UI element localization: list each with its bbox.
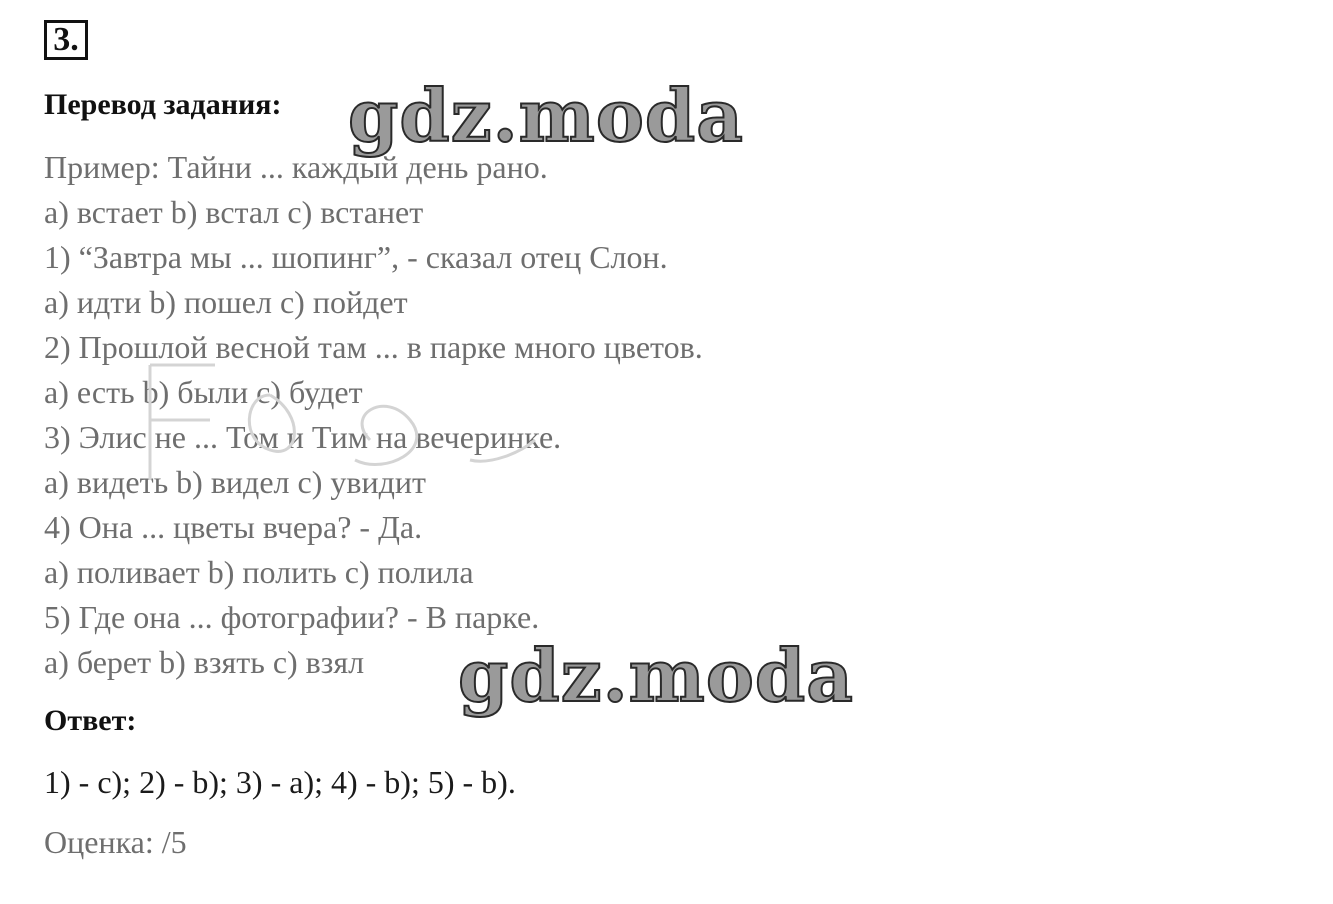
answer-text: 1) - c); 2) - b); 3) - a); 4) - b); 5) - b). — [44, 764, 516, 800]
options-5: a) берет b) взять c) взял — [44, 644, 365, 680]
question-3: 3) Элис не ... Том и Тим на вечеринке. — [44, 419, 562, 455]
task-number: 3. — [44, 20, 88, 60]
answer-heading: Ответ: — [44, 704, 137, 737]
example-sentence: Пример: Тайни ... каждый день рано. — [44, 149, 548, 185]
watermark-top: gdz.moda — [348, 73, 744, 158]
question-5: 5) Где она ... фотографии? - В парке. — [44, 599, 540, 635]
question-1: 1) “Завтра мы ... шопинг”, - сказал отец Слон. — [44, 239, 668, 275]
translation-heading: Перевод задания: — [44, 88, 282, 121]
options-4: a) поливает b) полить c) полила — [44, 554, 474, 590]
question-4: 4) Она ... цветы вчера? - Да. — [44, 509, 423, 545]
options-3: a) видеть b) видел c) увидит — [44, 464, 426, 500]
options-1: a) идти b) пошел c) пойдет — [44, 284, 408, 320]
watermark-bottom: gdz.moda — [458, 633, 854, 718]
question-2: 2) Прошлой весной там ... в парке много цветов. — [44, 329, 703, 365]
example-options: a) встает b) встал c) встанет — [44, 194, 424, 230]
options-2: a) есть b) были c) будет — [44, 374, 363, 410]
grade-text: Оценка: /5 — [44, 824, 187, 860]
